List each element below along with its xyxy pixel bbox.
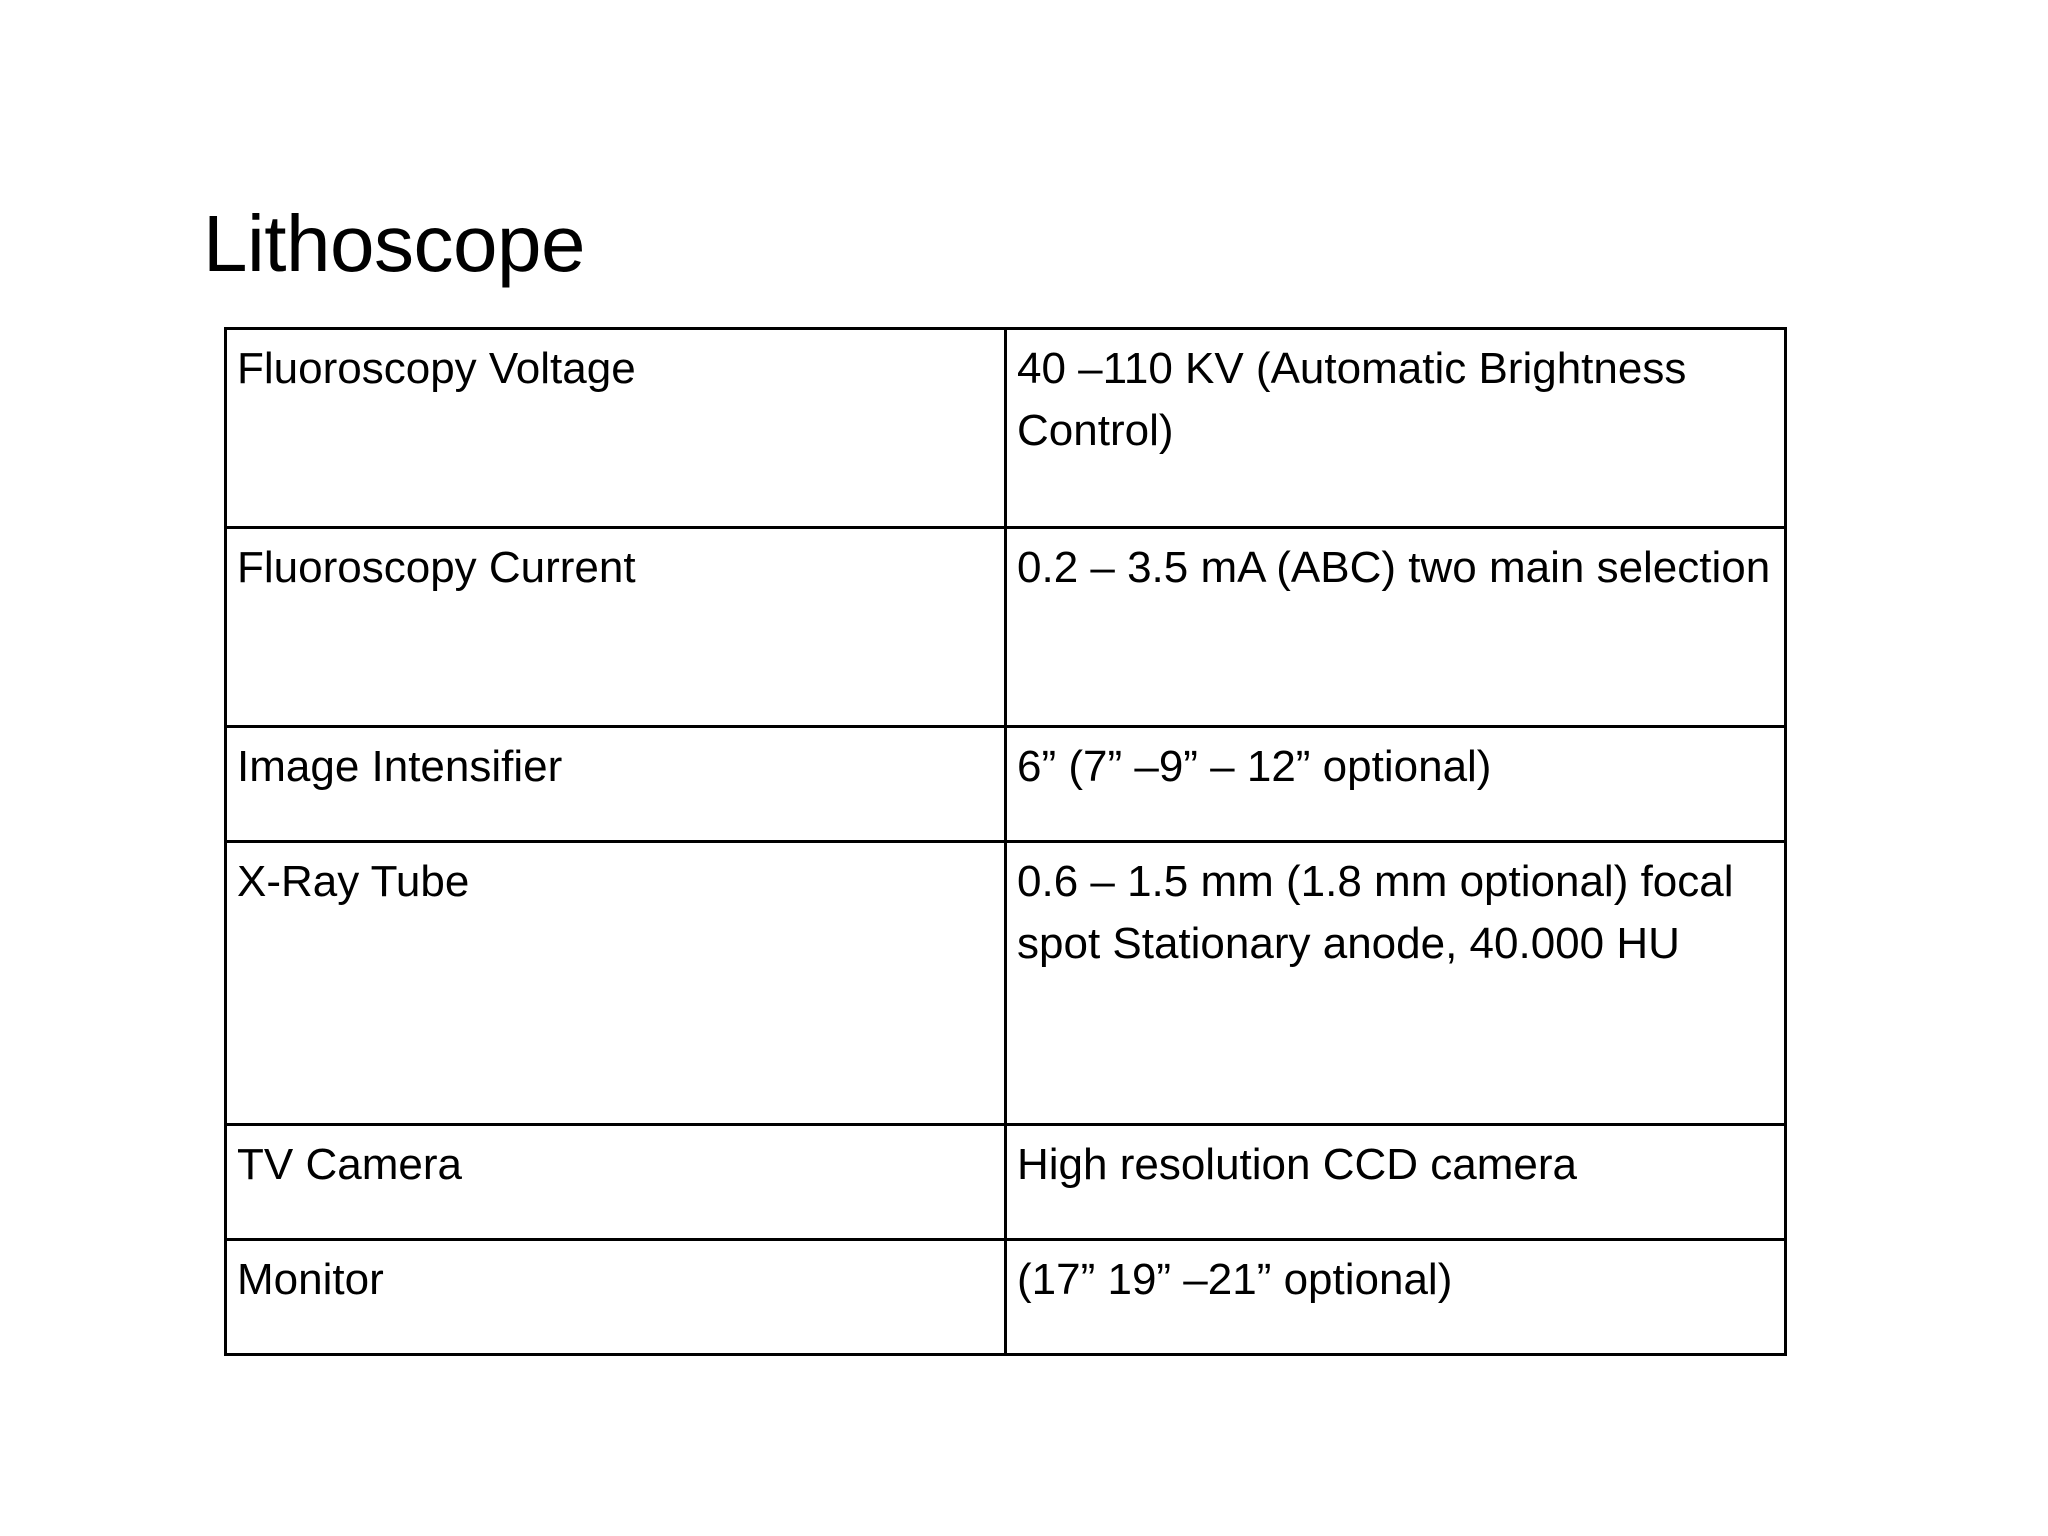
table-row bbox=[226, 528, 1786, 727]
table-row bbox=[226, 727, 1786, 842]
spec-label: Monitor bbox=[226, 1240, 1006, 1355]
spec-value: High resolution CCD camera bbox=[1006, 1125, 1786, 1240]
table-row bbox=[226, 842, 1786, 1125]
spec-value: 0.6 – 1.5 mm (1.8 mm optional) focal spot Stationary anode, 40.000 HU bbox=[1006, 842, 1786, 1125]
spec-value: 0.2 – 3.5 mA (ABC) two main selection bbox=[1006, 528, 1786, 727]
spec-table bbox=[224, 327, 1787, 1356]
table-row bbox=[226, 1125, 1786, 1240]
spec-value: 6” (7” –9” – 12” optional) bbox=[1006, 727, 1786, 842]
spec-label: TV Camera bbox=[226, 1125, 1006, 1240]
spec-value: 40 –110 KV (Automatic Brightness Control) bbox=[1006, 329, 1786, 528]
spec-value: (17” 19” –21” optional) bbox=[1006, 1240, 1786, 1355]
slide-title: Lithoscope bbox=[203, 199, 585, 288]
table-row bbox=[226, 1240, 1786, 1355]
spec-label: Image Intensifier bbox=[226, 727, 1006, 842]
spec-label: X-Ray Tube bbox=[226, 842, 1006, 1125]
spec-label: Fluoroscopy Current bbox=[226, 528, 1006, 727]
spec-label: Fluoroscopy Voltage bbox=[226, 329, 1006, 528]
table-row bbox=[226, 329, 1786, 528]
